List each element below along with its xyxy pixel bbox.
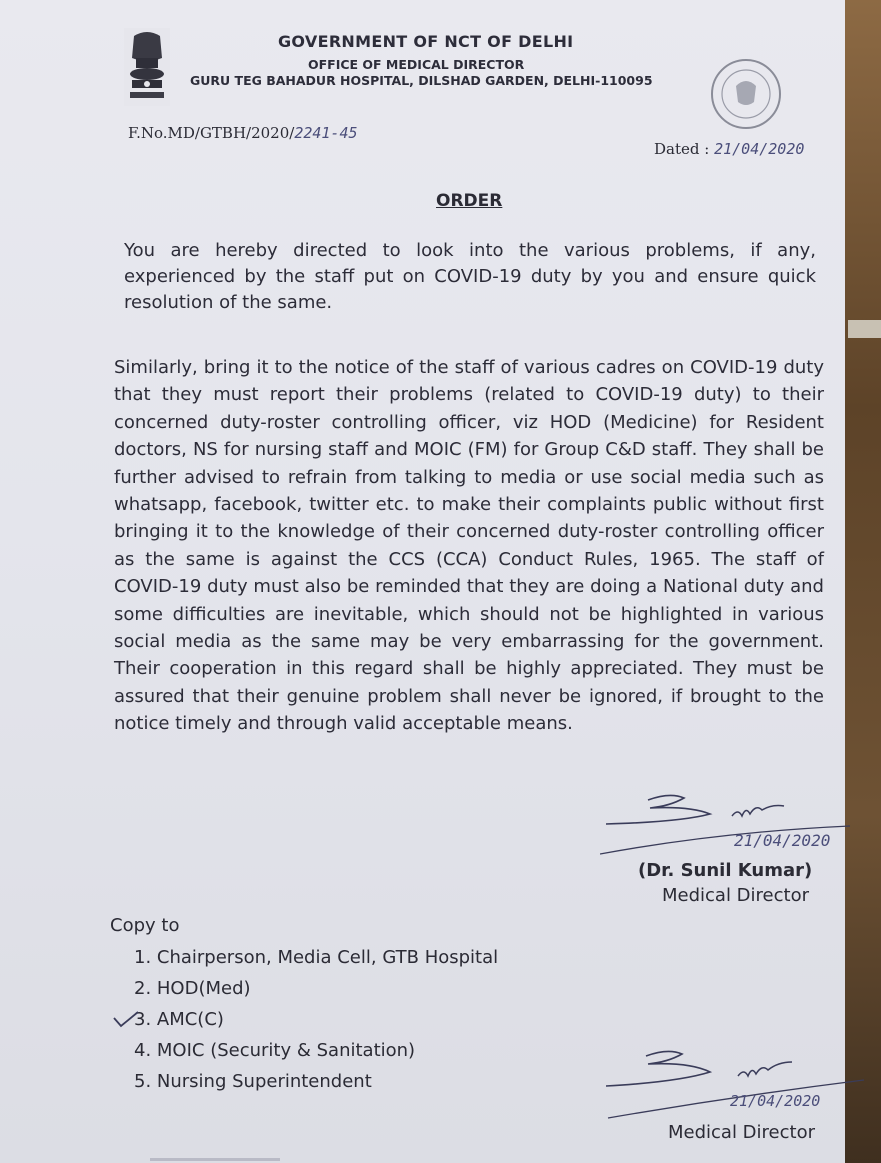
- header-hospital-address: GURU TEG BAHADUR HOSPITAL, DILSHAD GARDEN, DELHI-110095: [190, 73, 653, 88]
- signature-1: [600, 792, 850, 862]
- copy-to-list: [134, 942, 498, 1097]
- paragraph-2: Similarly, bring it to the notice of the staff of various cadres on COVID-19 duty that they must report their problems (related to COVID-19 duty) to their concerned duty-roster controlling officer, viz HOD (Medicine) for Resident doctors, NS for nursing staff and MOIC (FM) for Group C&D staff. They shall be further advised to refrain from talking to media or use social media such as whatsapp, facebook, twitter etc. to make their complaints public without first bringing it to the knowledge of their concerned duty-roster controlling officer as the same is against the CCS (CCA) Conduct Rules, 1965. The staff of COVID-19 duty must also be reminded that they are doing a National duty and some difficulties are inevitable, which should not be highlighted in various social media as the same may be very embarrassing for the government. Their cooperation in this regard shall be highly appreciated. They must be assured that their genuine problem shall never be ignored, if brought to the notice timely and through valid acceptable means.: [114, 357, 824, 735]
- list-item: 2. HOD(Med): [134, 978, 251, 999]
- order-heading: ORDER: [436, 191, 503, 211]
- check-mark-icon: [112, 1008, 142, 1030]
- file-reference: [128, 124, 358, 142]
- signature-2-date: 21/04/2020: [730, 1092, 821, 1110]
- file-reference-prefix: F.No.MD/GTBH/2020/: [128, 124, 295, 142]
- signatory-title-2: Medical Director: [668, 1122, 815, 1143]
- signature-1-date: 21/04/2020: [734, 831, 831, 850]
- national-emblem-icon: [124, 28, 170, 106]
- header-government: GOVERNMENT OF NCT OF DELHI: [278, 32, 574, 51]
- table-edge-strip: [848, 320, 881, 338]
- list-item: 4. MOIC (Security & Sanitation): [134, 1040, 416, 1061]
- list-item: 3. AMC(C): [134, 1009, 224, 1030]
- signatory-name: (Dr. Sunil Kumar): [638, 860, 813, 881]
- list-item: 1. Chairperson, Media Cell, GTB Hospital: [134, 947, 499, 968]
- signature-2: [606, 1046, 866, 1122]
- copy-to-label: Copy to: [110, 915, 180, 936]
- file-reference-number: 2241-45: [294, 124, 358, 142]
- dated-value: 21/04/2020: [714, 140, 805, 158]
- signatory-title: Medical Director: [662, 885, 809, 906]
- dated-line: [654, 140, 804, 158]
- list-item: 5. Nursing Superintendent: [134, 1071, 372, 1092]
- table-edge-background: [845, 0, 881, 1163]
- header-office: OFFICE OF MEDICAL DIRECTOR: [308, 57, 525, 72]
- office-seal-icon: [710, 58, 782, 130]
- bottom-edge-mark: [150, 1158, 280, 1161]
- dated-label: Dated :: [654, 140, 710, 158]
- paragraph-1: You are hereby directed to look into the various problems, if any, experienced by the staff put on COVID-19 duty by you and ensure quick resolution of the same.: [124, 240, 816, 313]
